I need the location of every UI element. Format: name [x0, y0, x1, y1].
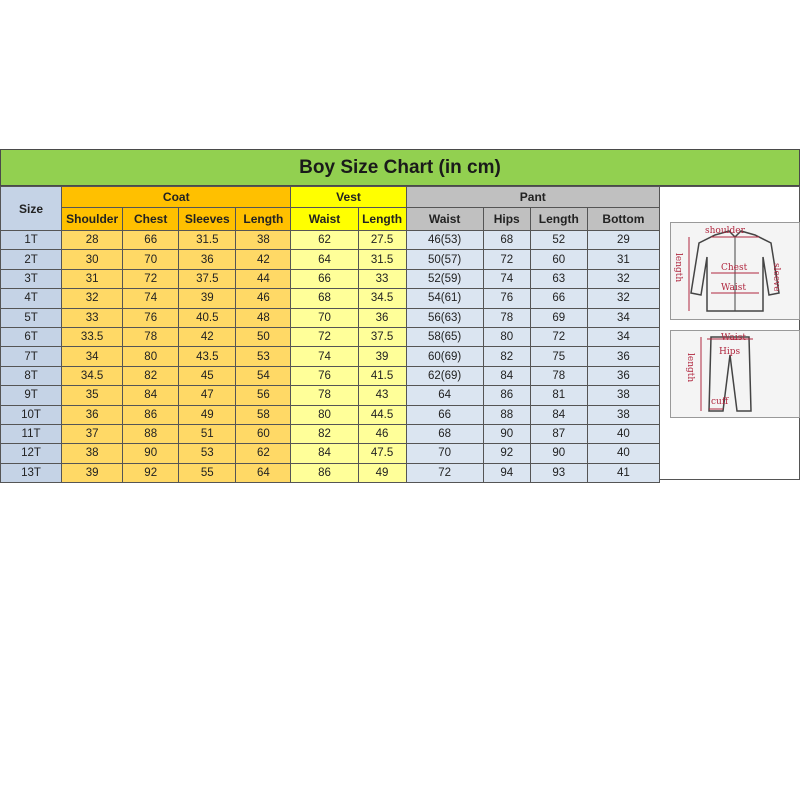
- cell-coat-chest: 78: [123, 327, 179, 346]
- cell-coat-length: 42: [236, 250, 291, 269]
- cell-coat-shoulder: 32: [62, 289, 123, 308]
- vest-header: Vest: [291, 187, 406, 208]
- cell-pant-length: 52: [530, 231, 587, 250]
- jacket-sleeve-label: sleeve: [771, 263, 781, 292]
- cell-size: 9T: [1, 386, 62, 405]
- size-chart: [0, 149, 800, 480]
- cell-pant-waist: 60(69): [406, 347, 483, 366]
- cell-pant-length: 81: [530, 386, 587, 405]
- cell-coat-shoulder: 33.5: [62, 327, 123, 346]
- cell-pant-bottom: 38: [587, 405, 659, 424]
- col-vest-waist: Waist: [291, 208, 358, 231]
- cell-pant-bottom: 31: [587, 250, 659, 269]
- cell-size: 3T: [1, 269, 62, 288]
- cell-vest-length: 31.5: [358, 250, 406, 269]
- cell-coat-length: 60: [236, 424, 291, 443]
- cell-coat-shoulder: 30: [62, 250, 123, 269]
- table-row: [1, 250, 660, 269]
- cell-vest-length: 34.5: [358, 289, 406, 308]
- cell-size: 1T: [1, 231, 62, 250]
- cell-vest-waist: 82: [291, 424, 358, 443]
- cell-pant-bottom: 29: [587, 231, 659, 250]
- cell-pant-length: 66: [530, 289, 587, 308]
- size-table: [0, 186, 660, 483]
- cell-coat-sleeves: 42: [179, 327, 236, 346]
- cell-pant-bottom: 36: [587, 347, 659, 366]
- jacket-shoulder-label: shoulder: [705, 226, 745, 236]
- col-pant-waist: Waist: [406, 208, 483, 231]
- cell-size: 2T: [1, 250, 62, 269]
- cell-pant-bottom: 40: [587, 424, 659, 443]
- cell-vest-length: 41.5: [358, 366, 406, 385]
- cell-coat-shoulder: 34.5: [62, 366, 123, 385]
- cell-coat-shoulder: 28: [62, 231, 123, 250]
- cell-pant-waist: 62(69): [406, 366, 483, 385]
- cell-coat-chest: 76: [123, 308, 179, 327]
- cell-coat-length: 46: [236, 289, 291, 308]
- jacket-length-label: length: [673, 253, 683, 283]
- cell-pant-bottom: 32: [587, 289, 659, 308]
- cell-pant-bottom: 36: [587, 366, 659, 385]
- cell-vest-length: 44.5: [358, 405, 406, 424]
- table-row: [1, 386, 660, 405]
- cell-coat-length: 44: [236, 269, 291, 288]
- cell-coat-chest: 90: [123, 444, 179, 463]
- pants-waist-label: Waist: [721, 333, 746, 343]
- cell-coat-sleeves: 43.5: [179, 347, 236, 366]
- cell-coat-shoulder: 33: [62, 308, 123, 327]
- cell-coat-sleeves: 40.5: [179, 308, 236, 327]
- cell-pant-hips: 90: [483, 424, 530, 443]
- cell-coat-chest: 86: [123, 405, 179, 424]
- pants-cuff-label: cuff: [711, 397, 729, 407]
- cell-coat-length: 48: [236, 308, 291, 327]
- table-row: [1, 308, 660, 327]
- cell-vest-waist: 68: [291, 289, 358, 308]
- cell-pant-waist: 68: [406, 424, 483, 443]
- cell-pant-bottom: 41: [587, 463, 659, 482]
- cell-vest-length: 36: [358, 308, 406, 327]
- cell-pant-length: 78: [530, 366, 587, 385]
- cell-coat-chest: 66: [123, 231, 179, 250]
- jacket-waist-label: Waist: [721, 283, 746, 293]
- cell-coat-chest: 74: [123, 289, 179, 308]
- table-row: [1, 347, 660, 366]
- table-row: [1, 463, 660, 482]
- table-row: [1, 231, 660, 250]
- chart-title: Boy Size Chart (in cm): [0, 149, 800, 186]
- cell-coat-length: 62: [236, 444, 291, 463]
- cell-size: 4T: [1, 289, 62, 308]
- cell-pant-waist: 72: [406, 463, 483, 482]
- cell-pant-bottom: 32: [587, 269, 659, 288]
- cell-vest-waist: 74: [291, 347, 358, 366]
- cell-pant-length: 63: [530, 269, 587, 288]
- size-rows: [1, 231, 660, 483]
- cell-pant-length: 69: [530, 308, 587, 327]
- cell-pant-length: 72: [530, 327, 587, 346]
- cell-pant-length: 90: [530, 444, 587, 463]
- cell-coat-length: 58: [236, 405, 291, 424]
- pants-diagram: [670, 330, 800, 418]
- cell-vest-waist: 62: [291, 231, 358, 250]
- cell-vest-waist: 86: [291, 463, 358, 482]
- cell-coat-sleeves: 45: [179, 366, 236, 385]
- cell-pant-hips: 68: [483, 231, 530, 250]
- cell-vest-waist: 78: [291, 386, 358, 405]
- cell-pant-hips: 72: [483, 250, 530, 269]
- cell-vest-length: 37.5: [358, 327, 406, 346]
- cell-coat-shoulder: 34: [62, 347, 123, 366]
- cell-pant-length: 93: [530, 463, 587, 482]
- cell-coat-length: 38: [236, 231, 291, 250]
- cell-pant-length: 84: [530, 405, 587, 424]
- cell-pant-hips: 74: [483, 269, 530, 288]
- cell-vest-waist: 64: [291, 250, 358, 269]
- col-pant-bottom: Bottom: [587, 208, 659, 231]
- cell-size: 6T: [1, 327, 62, 346]
- cell-vest-waist: 72: [291, 327, 358, 346]
- cell-pant-hips: 78: [483, 308, 530, 327]
- cell-pant-hips: 88: [483, 405, 530, 424]
- cell-vest-length: 47.5: [358, 444, 406, 463]
- cell-coat-length: 54: [236, 366, 291, 385]
- cell-pant-bottom: 34: [587, 327, 659, 346]
- cell-pant-waist: 46(53): [406, 231, 483, 250]
- cell-coat-sleeves: 47: [179, 386, 236, 405]
- cell-coat-chest: 88: [123, 424, 179, 443]
- cell-pant-length: 75: [530, 347, 587, 366]
- col-coat-chest: Chest: [123, 208, 179, 231]
- table-row: [1, 366, 660, 385]
- cell-coat-chest: 72: [123, 269, 179, 288]
- cell-pant-waist: 70: [406, 444, 483, 463]
- cell-vest-length: 43: [358, 386, 406, 405]
- cell-size: 13T: [1, 463, 62, 482]
- cell-pant-waist: 64: [406, 386, 483, 405]
- cell-vest-waist: 84: [291, 444, 358, 463]
- cell-pant-waist: 54(61): [406, 289, 483, 308]
- cell-pant-waist: 52(59): [406, 269, 483, 288]
- cell-coat-chest: 80: [123, 347, 179, 366]
- cell-vest-length: 33: [358, 269, 406, 288]
- jacket-chest-label: Chest: [721, 263, 748, 273]
- cell-coat-shoulder: 37: [62, 424, 123, 443]
- cell-pant-hips: 82: [483, 347, 530, 366]
- cell-coat-shoulder: 31: [62, 269, 123, 288]
- col-vest-length: Length: [358, 208, 406, 231]
- col-coat-sleeves: Sleeves: [179, 208, 236, 231]
- col-coat-shoulder: Shoulder: [62, 208, 123, 231]
- cell-coat-chest: 92: [123, 463, 179, 482]
- measurement-diagram: [660, 186, 800, 480]
- cell-coat-chest: 82: [123, 366, 179, 385]
- cell-size: 10T: [1, 405, 62, 424]
- col-pant-length: Length: [530, 208, 587, 231]
- pants-length-label: length: [685, 353, 695, 383]
- cell-coat-sleeves: 36: [179, 250, 236, 269]
- size-header: Size: [1, 187, 62, 231]
- cell-coat-chest: 84: [123, 386, 179, 405]
- cell-pant-length: 60: [530, 250, 587, 269]
- cell-coat-shoulder: 36: [62, 405, 123, 424]
- cell-size: 8T: [1, 366, 62, 385]
- cell-pant-waist: 66: [406, 405, 483, 424]
- col-coat-length: Length: [236, 208, 291, 231]
- cell-vest-waist: 80: [291, 405, 358, 424]
- pant-header: Pant: [406, 187, 659, 208]
- cell-coat-sleeves: 49: [179, 405, 236, 424]
- cell-size: 12T: [1, 444, 62, 463]
- cell-vest-waist: 76: [291, 366, 358, 385]
- cell-vest-length: 49: [358, 463, 406, 482]
- table-row: [1, 289, 660, 308]
- cell-coat-shoulder: 39: [62, 463, 123, 482]
- cell-coat-sleeves: 39: [179, 289, 236, 308]
- cell-pant-bottom: 40: [587, 444, 659, 463]
- table-row: [1, 405, 660, 424]
- cell-coat-shoulder: 35: [62, 386, 123, 405]
- cell-size: 5T: [1, 308, 62, 327]
- cell-pant-length: 87: [530, 424, 587, 443]
- cell-coat-length: 50: [236, 327, 291, 346]
- cell-vest-length: 46: [358, 424, 406, 443]
- chart-body: [0, 186, 800, 480]
- cell-pant-waist: 56(63): [406, 308, 483, 327]
- cell-coat-sleeves: 31.5: [179, 231, 236, 250]
- cell-coat-length: 53: [236, 347, 291, 366]
- cell-pant-hips: 92: [483, 444, 530, 463]
- cell-pant-hips: 80: [483, 327, 530, 346]
- cell-vest-length: 39: [358, 347, 406, 366]
- cell-coat-sleeves: 37.5: [179, 269, 236, 288]
- cell-size: 11T: [1, 424, 62, 443]
- cell-pant-waist: 58(65): [406, 327, 483, 346]
- cell-coat-sleeves: 53: [179, 444, 236, 463]
- cell-coat-shoulder: 38: [62, 444, 123, 463]
- cell-pant-hips: 76: [483, 289, 530, 308]
- cell-size: 7T: [1, 347, 62, 366]
- cell-vest-waist: 66: [291, 269, 358, 288]
- pants-hips-label: Hips: [719, 347, 741, 357]
- col-pant-hips: Hips: [483, 208, 530, 231]
- cell-pant-waist: 50(57): [406, 250, 483, 269]
- cell-vest-length: 27.5: [358, 231, 406, 250]
- cell-vest-waist: 70: [291, 308, 358, 327]
- cell-pant-bottom: 38: [587, 386, 659, 405]
- cell-pant-bottom: 34: [587, 308, 659, 327]
- table-row: [1, 444, 660, 463]
- cell-pant-hips: 94: [483, 463, 530, 482]
- cell-pant-hips: 84: [483, 366, 530, 385]
- table-row: [1, 327, 660, 346]
- cell-coat-sleeves: 55: [179, 463, 236, 482]
- cell-coat-length: 64: [236, 463, 291, 482]
- cell-coat-sleeves: 51: [179, 424, 236, 443]
- cell-pant-hips: 86: [483, 386, 530, 405]
- cell-coat-chest: 70: [123, 250, 179, 269]
- jacket-diagram: [670, 222, 800, 320]
- coat-header: Coat: [62, 187, 291, 208]
- table-row: [1, 424, 660, 443]
- cell-coat-length: 56: [236, 386, 291, 405]
- table-row: [1, 269, 660, 288]
